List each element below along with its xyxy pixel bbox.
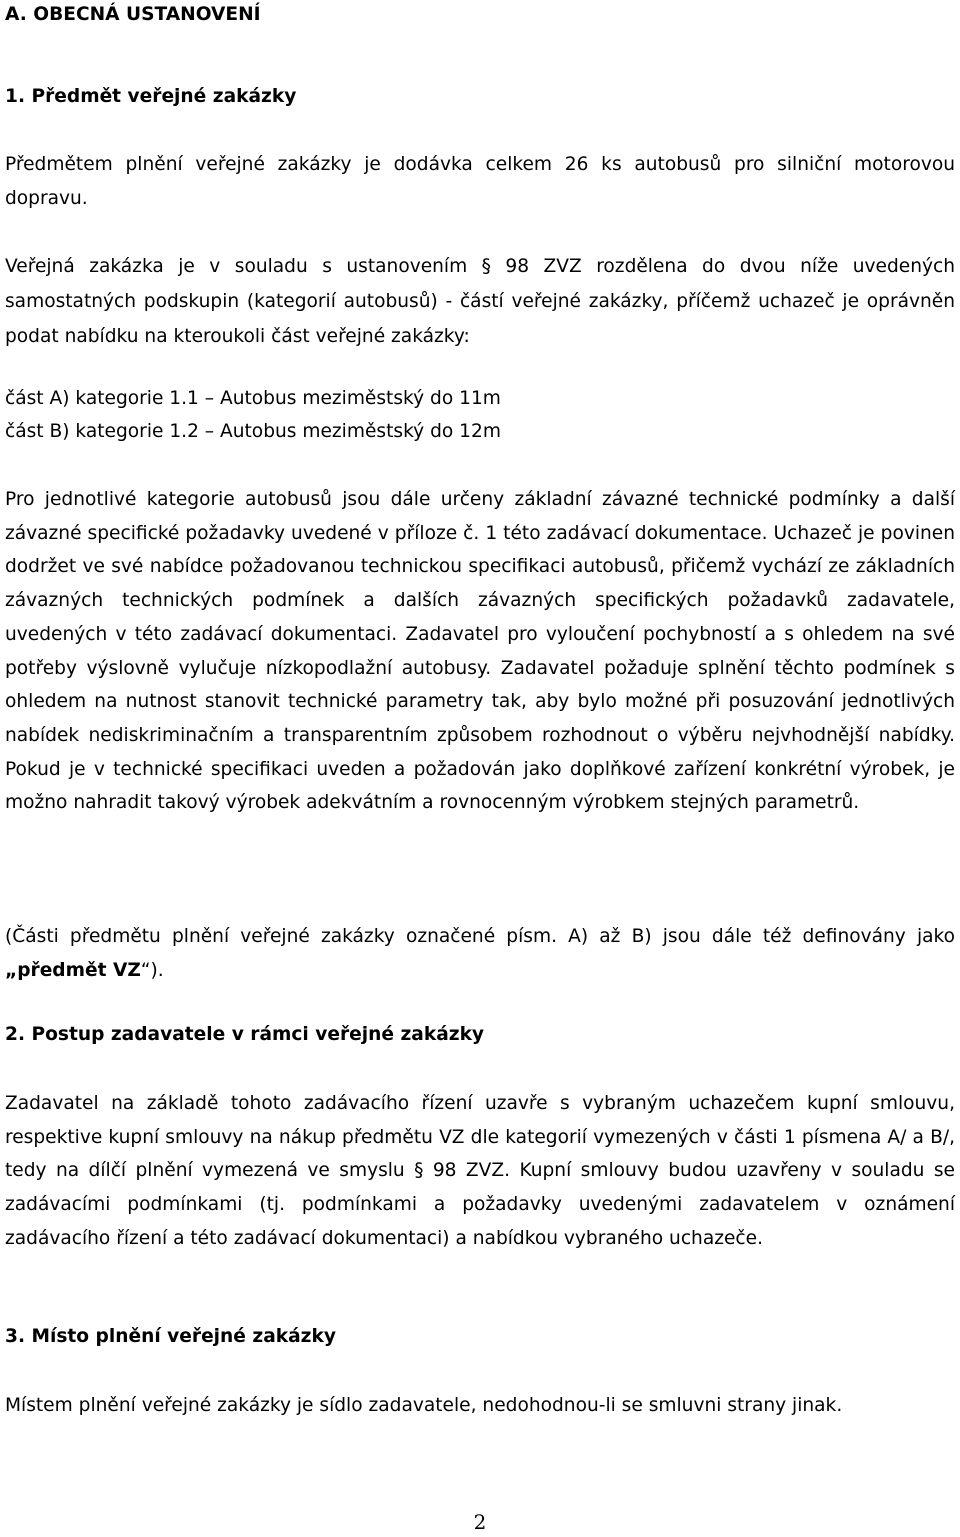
heading-1: 1. Předmět veřejné zakázky (5, 86, 297, 107)
heading-3: 3. Místo plnění veřejné zakázky (5, 1326, 336, 1347)
paragraph-division: Veřejná zakázka je v souladu s ustanovením § 98 ZVZ rozdělena do dvou níže uvedených samostatných podskupin (kategorií autobusů) - částí veřejné zakázky, příčemž uchazeč je oprávněn podat nabídku na kteroukoli část veřejné zakázky: (5, 256, 955, 347)
paragraph-procedure: Zadavatel na základě tohoto zadávacího řízení uzavře s vybraným uchazečem kupní smlouvu, respektive kupní smlouvy na nákup předmětu VZ dle kategorií vymezených v části 1 písmena A/ a B/, tedy na dílčí plnění vymezená ve smyslu § 98 ZVZ. Kupní smlouvy budou uzavřeny v souladu se zadávacími podmínkami (tj. podmínkami a požadavky uvedenými zadavatelem v oznámení zadávacího řízení a této zadávací dokumentaci) a nabídkou vybraného uchazeče. (5, 1093, 955, 1249)
paragraph-place: Místem plnění veřejné zakázky je sídlo zadavatele, nedohodnou-li se smluvni strany jinak. (5, 1395, 843, 1416)
section-title: A. OBECNÁ USTANOVENÍ (5, 4, 261, 25)
definition-end: “). (140, 959, 164, 981)
definition-term: „předmět VZ (5, 959, 141, 981)
part-a-line: část A) kategorie 1.1 – Autobus meziměstský do 11m (5, 388, 501, 409)
page-number: 2 (473, 1510, 487, 1534)
paragraph-requirements: Pro jednotlivé kategorie autobusů jsou dále určeny základní závazné technické podmínky a další závazné specifické požadavky uvedené v příloze č. 1 této zadávací dokumentace. Uchazeč je povinen dodržet ve své nabídce požadovanou technickou specifikaci autobusů, přičemž vychází ze základních závazných technických podmínek a dalších závazných specifických požadavků zadavatele, uvedených v této zadávací dokumentaci. Zadavatel pro vyloučení pochybností a s ohledem na své potřeby výslovně vylučuje nízkopodlažní autobusy. Zadavatel požaduje splnění těchto podmínek s ohledem na nutnost stanovit technické parametry tak, aby bylo možné při posuzování jednotlivých nabídek nediskriminačním a transparentním způsobem rozhodnout o výběru nejvhodnější nabídky. Pokud je v technické specifikaci uveden a požadován jako doplňkové zařízení konkrétní výrobek, je možno nahradit takový výrobek adekvátním a rovnocenným výrobkem stejných parametrů. (5, 489, 955, 814)
heading-2: 2. Postup zadavatele v rámci veřejné zakázky (5, 1024, 485, 1045)
definition-text: (Části předmětu plnění veřejné zakázky označené písm. A) až B) jsou dále též definovány jako (5, 926, 955, 947)
paragraph-definition (5, 920, 955, 987)
part-b-line: část B) kategorie 1.2 – Autobus meziměstský do 12m (5, 421, 501, 442)
paragraph-subject: Předmětem plnění veřejné zakázky je dodávka celkem 26 ks autobusů pro silniční motorovou dopravu. (5, 154, 955, 209)
